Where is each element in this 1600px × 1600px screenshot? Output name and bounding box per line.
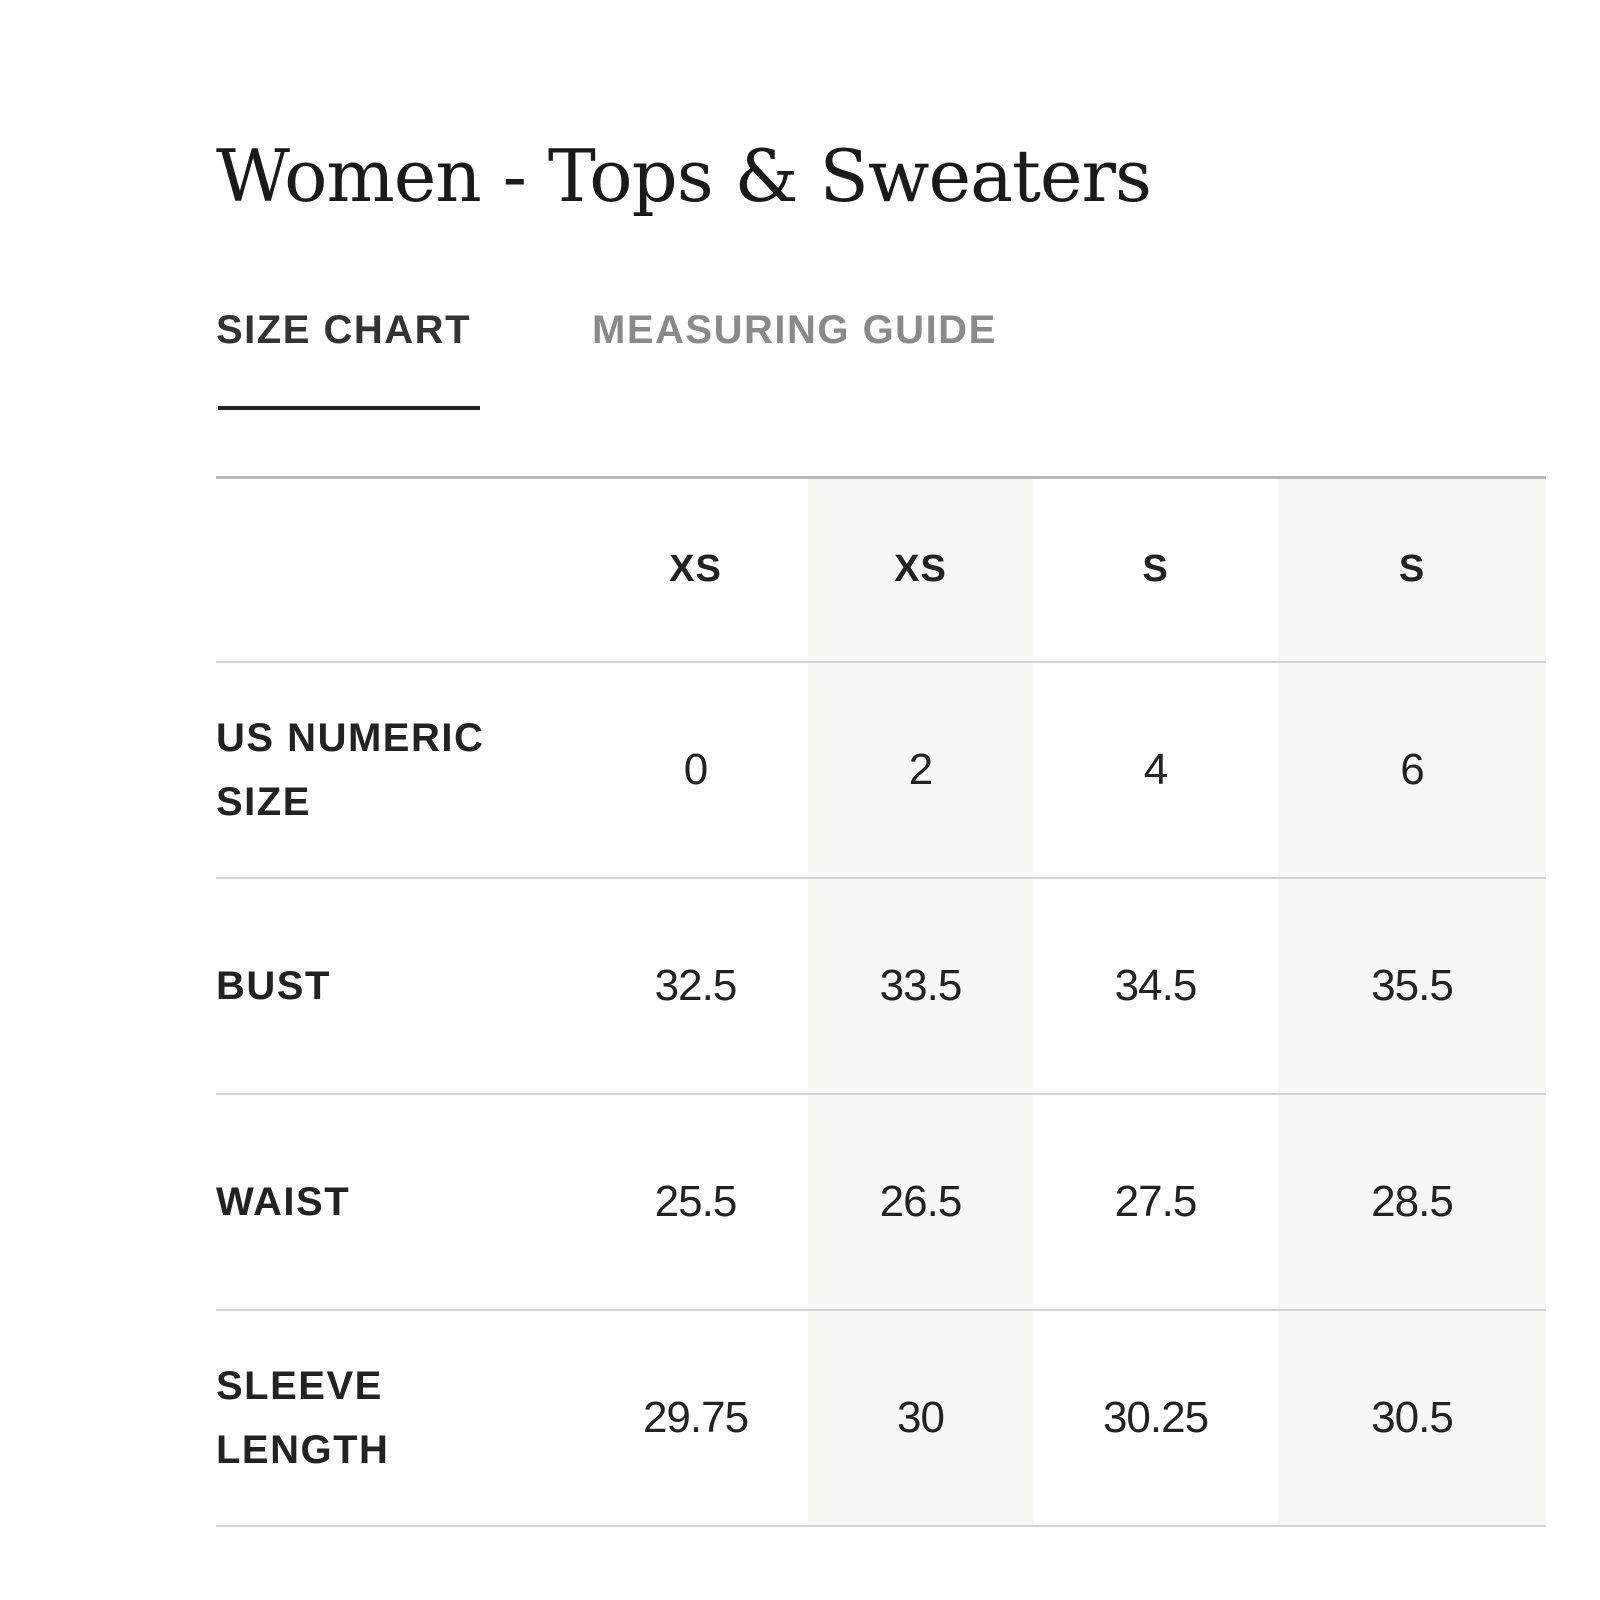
table-row-bust <box>216 878 1546 1094</box>
table-cell: 30.25 <box>1102 1392 1209 1442</box>
table-cell: 30 <box>808 1310 1033 1526</box>
tab-size-chart[interactable]: SIZE CHART <box>216 308 471 352</box>
table-cell: 35.5 <box>1278 878 1546 1094</box>
page-title: Women - Tops & Sweaters <box>216 134 1151 218</box>
active-tab-indicator <box>218 406 480 410</box>
corner-cell <box>216 478 583 662</box>
table-cell: 30.5 <box>1278 1310 1546 1526</box>
table-cell: 6 <box>1278 662 1546 878</box>
table-row-waist <box>216 1094 1546 1310</box>
row-label: BUST <box>216 963 331 1008</box>
size-column-header: S <box>1278 478 1546 662</box>
table-cell: 32.5 <box>654 960 737 1010</box>
table-cell: 25.5 <box>654 1176 737 1226</box>
table-cell: 34.5 <box>1114 960 1197 1010</box>
size-column-header: XS <box>808 478 1033 662</box>
table-cell: 2 <box>808 662 1033 878</box>
row-label: US NUMERIC SIZE <box>216 715 485 824</box>
table-cell: 33.5 <box>808 878 1033 1094</box>
row-label: WAIST <box>216 1179 351 1224</box>
size-table <box>216 476 1546 1527</box>
table-cell: 4 <box>1143 744 1168 794</box>
table-cell: 26.5 <box>808 1094 1033 1310</box>
size-column-header: S <box>1142 548 1169 591</box>
size-column-header: XS <box>669 548 722 591</box>
table-cell: 28.5 <box>1278 1094 1546 1310</box>
table-cell: 29.75 <box>642 1392 749 1442</box>
tab-bar <box>216 300 1316 410</box>
table-row-us-numeric-size <box>216 662 1546 878</box>
size-table-container <box>216 476 1546 1527</box>
table-cell: 27.5 <box>1114 1176 1197 1226</box>
tab-measuring-guide[interactable]: MEASURING GUIDE <box>592 308 997 352</box>
table-cell: 0 <box>683 744 708 794</box>
table-row-sleeve-length <box>216 1310 1546 1526</box>
row-label: SLEEVE LENGTH <box>216 1363 390 1472</box>
size-header-row <box>216 478 1546 662</box>
